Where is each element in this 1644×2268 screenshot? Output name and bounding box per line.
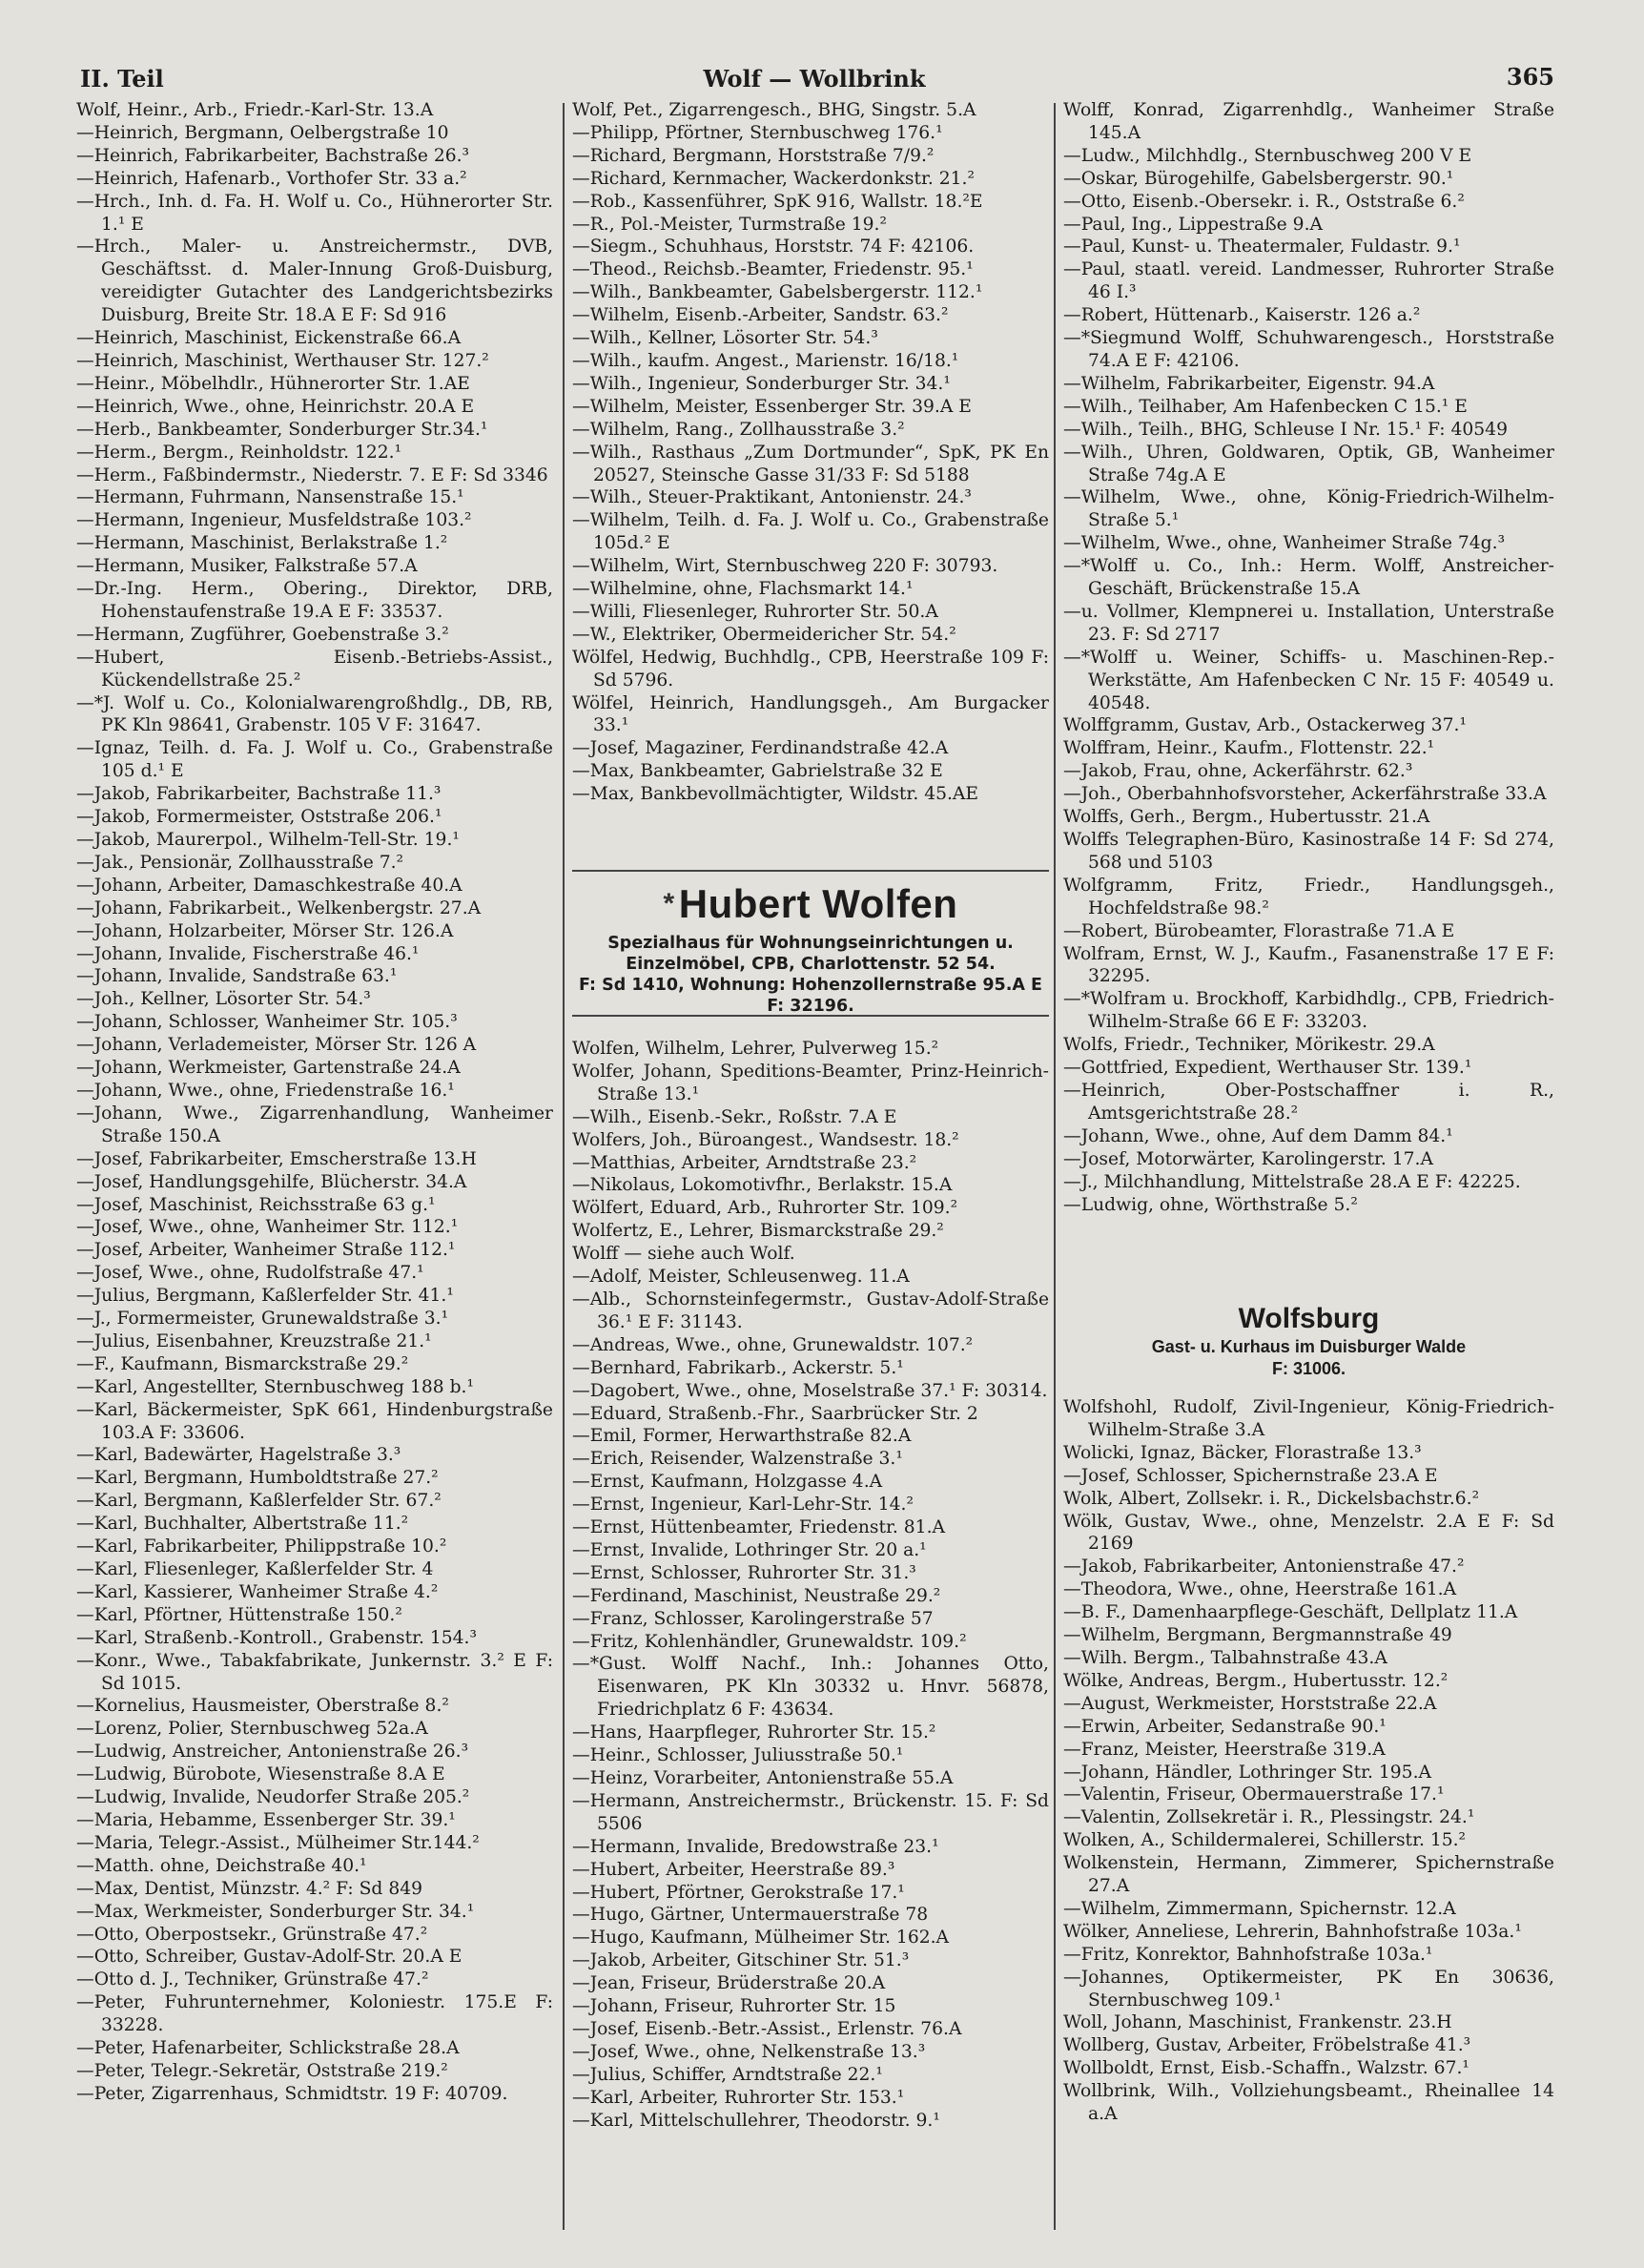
directory-entry: Wolicki, Ignaz, Bäcker, Florastraße 13.³: [1063, 1442, 1422, 1463]
page-number: 365: [1506, 63, 1554, 91]
directory-entry: —Wilhelm, Bergmann, Bergmannstraße 49: [1063, 1625, 1452, 1646]
directory-entry: —Otto, Schreiber, Gustav-Adolf-Str. 20.A E: [76, 1947, 462, 1968]
directory-entry: —Maria, Hebamme, Essenberger Str. 39.¹: [76, 1809, 456, 1830]
directory-entry: —Wilh., Uhren, Goldwaren, Optik, GB, Wanheimer Straße 74g.A E: [1063, 442, 1554, 485]
directory-entry: —Hermann, Musiker, Falkstraße 57.A: [76, 556, 418, 577]
directory-entry: —Johann, Arbeiter, Damaschkestraße 40.A: [76, 875, 462, 896]
directory-entry: Wollboldt, Ernst, Eisb.-Schaffn., Walzstr. 67.¹: [1063, 2058, 1469, 2079]
directory-entry: —Wilh., Steuer-Praktikant, Antonienstr. 24.³: [572, 487, 972, 508]
directory-entry: —Theodora, Wwe., ohne, Heerstraße 161.A: [1063, 1579, 1457, 1600]
directory-entry: —Karl, Pförtner, Hüttenstraße 150.²: [76, 1604, 402, 1625]
directory-entry: —Josef, Schlosser, Spichernstraße 23.A E: [1063, 1465, 1438, 1486]
directory-entry: —Jakob, Arbeiter, Gitschiner Str. 51.³: [572, 1950, 910, 1971]
directory-entry: Wolfertz, E., Lehrer, Bismarckstraße 29.²: [572, 1221, 944, 1242]
directory-entry: —Philipp, Pförtner, Sternbuschweg 176.¹: [572, 122, 943, 143]
advertisement-hubert-wolfen: [572, 870, 1049, 1017]
directory-entry: —Johann, Wwe., ohne, Auf dem Damm 84.¹: [1063, 1125, 1453, 1146]
directory-entry: —Jakob, Frau, ohne, Ackerfährstr. 62.³: [1063, 761, 1413, 782]
wolfsburg-subtitle: Gast- u. Kurhaus im Duisburger Walde: [1151, 1337, 1467, 1356]
directory-entry: —Nikolaus, Lokomotivfhr., Berlakstr. 15.A: [572, 1175, 953, 1196]
directory-entry: —Wilh., Teilhaber, Am Hafenbecken C 15.¹ E: [1063, 396, 1468, 417]
directory-entry: —Karl, Mittelschullehrer, Theodorstr. 9.¹: [572, 2110, 940, 2131]
directory-entry: —Hermann, Ingenieur, Musfeldstraße 103.²: [76, 510, 472, 531]
directory-entry: —Hermann, Fuhrmann, Nansenstraße 15.¹: [76, 487, 464, 508]
directory-entry: —Konr., Wwe., Tabakfabrikate, Junkernstr. 3.² E F: Sd 1015.: [76, 1650, 553, 1694]
directory-entry: —Erwin, Arbeiter, Sedanstraße 90.¹: [1063, 1716, 1387, 1737]
directory-entry: —Dagobert, Wwe., ohne, Moselstraße 37.¹ F: 30314.: [572, 1380, 1048, 1401]
directory-entry: —Hubert, Arbeiter, Heerstraße 89.³: [572, 1859, 895, 1880]
directory-entry: —Otto, Eisenb.-Obersekr. i. R., Oststraße 6.²: [1063, 191, 1465, 212]
directory-entry: —Otto d. J., Techniker, Grünstraße 47.²: [76, 1969, 429, 1990]
directory-entry: —Kornelius, Hausmeister, Oberstraße 8.²: [76, 1696, 449, 1717]
directory-entry: —Hans, Haarpfleger, Ruhrorter Str. 15.²: [572, 1722, 936, 1743]
directory-entry: —Wilhelm, Teilh. d. Fa. J. Wolf u. Co., Grabenstraße 105d.² E: [572, 510, 1049, 554]
directory-entry: —Ernst, Hüttenbeamter, Friedenstr. 81.A: [572, 1517, 946, 1538]
wolfsburg-title: Wolfsburg: [1238, 1303, 1380, 1334]
directory-entry: —Josef, Motorwärter, Karolingerstr. 17.A: [1063, 1148, 1433, 1169]
directory-entry: —Wilh., kaufm. Angest., Marienstr. 16/18.¹: [572, 350, 959, 371]
directory-entry: —Josef, Maschinist, Reichsstraße 63 g.¹: [76, 1194, 436, 1215]
directory-entry: —Johann, Invalide, Sandstraße 63.¹: [76, 966, 398, 987]
directory-entry: Wölfel, Heinrich, Handlungsgeh., Am Burgacker 33.¹: [572, 692, 1049, 736]
directory-entry: —Johann, Verlademeister, Mörser Str. 126 A: [76, 1035, 477, 1056]
directory-entry: —Hugo, Kaufmann, Mülheimer Str. 162.A: [572, 1928, 950, 1948]
directory-entry: Wolff — siehe auch Wolf.: [572, 1244, 795, 1265]
directory-column-1: [76, 99, 553, 2106]
directory-entry: —Richard, Kernmacher, Wackerdonkstr. 21.²: [572, 168, 975, 189]
directory-entry: —Ludwig, Anstreicher, Antonienstraße 26.³: [76, 1742, 469, 1763]
directory-entry: —Heinrich, Wwe., ohne, Heinrichstr. 20.A E: [76, 396, 475, 417]
directory-entry: —Wilh., Rasthaus „Zum Dortmunder“, SpK, PK En 20527, Steinsche Gasse 31/33 F: Sd 5188: [572, 442, 1049, 485]
directory-entry: —Julius, Schiffer, Arndtstraße 22.¹: [572, 2064, 883, 2085]
directory-entry: —Theod., Reichsb.-Beamter, Friedenstr. 95.¹: [572, 259, 974, 280]
directory-entry: —Max, Bankbevollmächtigter, Wildstr. 45.AE: [572, 784, 979, 805]
directory-entry: —*Wolfram u. Brockhoff, Karbidhdlg., CPB, Friedrich-Wilhelm-Straße 66 E F: 33203.: [1063, 989, 1554, 1033]
directory-entry: —F., Kaufmann, Bismarckstraße 29.²: [76, 1353, 409, 1374]
directory-entry: Wolfgramm, Fritz, Friedr., Handlungsgeh., Hochfeldstraße 98.²: [1063, 875, 1554, 918]
directory-entry: —Julius, Bergmann, Kaßlerfelder Str. 41.¹: [76, 1286, 454, 1307]
directory-entry: —Jakob, Maurerpol., Wilhelm-Tell-Str. 19.¹: [76, 830, 460, 850]
directory-entry: —Johann, Friseur, Ruhrorter Str. 15: [572, 1996, 896, 2017]
directory-entry: —Jakob, Fabrikarbeiter, Bachstraße 11.³: [76, 784, 442, 805]
directory-entry: —Josef, Wwe., ohne, Rudolfstraße 47.¹: [76, 1263, 424, 1284]
directory-entry: —Hugo, Gärtner, Untermauerstraße 78: [572, 1905, 929, 1926]
directory-entry: —Jean, Friseur, Brüderstraße 20.A: [572, 1973, 886, 1994]
directory-column-3-continued: [1063, 1396, 1554, 2126]
directory-entry: —Ernst, Invalide, Lothringer Str. 20 a.¹: [572, 1539, 927, 1560]
directory-entry: —Johann, Holzarbeiter, Mörser Str. 126.A: [76, 920, 454, 941]
directory-entry: —Ernst, Ingenieur, Karl-Lehr-Str. 14.²: [572, 1495, 914, 1515]
ad-line-2: F: Sd 1410, Wohnung: Hohenzollernstraße 95.A E F: 32196.: [579, 976, 1042, 1016]
directory-entry: —Max, Dentist, Münzstr. 4.² F: Sd 849: [76, 1878, 423, 1899]
directory-entry: —Karl, Bergmann, Kaßlerfelder Str. 67.²: [76, 1491, 442, 1512]
directory-entry: —*Siegmund Wolff, Schuhwarengesch., Horststraße 74.A E F: 42106.: [1063, 328, 1554, 371]
ad-description: [572, 933, 1049, 1017]
directory-entry: —Heinz, Vorarbeiter, Antonienstraße 55.A: [572, 1768, 954, 1788]
directory-entry: Wollberg, Gustav, Arbeiter, Fröbelstraße 41.³: [1063, 2035, 1471, 2056]
directory-entry: Wolff, Konrad, Zigarrenhdlg., Wanheimer Straße 145.A: [1063, 100, 1554, 143]
directory-entry: —Emil, Former, Herwarthstraße 82.A: [572, 1426, 912, 1447]
directory-entry: Wölfert, Eduard, Arb., Ruhrorter Str. 109.²: [572, 1198, 958, 1219]
directory-entry: Wolffram, Heinr., Kaufm., Flottenstr. 22.¹: [1063, 738, 1435, 759]
directory-entry: —Fritz, Kohlenhändler, Grunewaldstr. 109.²: [572, 1631, 967, 1652]
page-header: [74, 59, 1554, 97]
directory-entry: —Julius, Eisenbahner, Kreuzstraße 21.¹: [76, 1330, 432, 1351]
directory-entry: —Hubert, Pförtner, Gerokstraße 17.¹: [572, 1882, 905, 1903]
directory-entry: —*Gust. Wolff Nachf., Inh.: Johannes Otto, Eisenwaren, PK Kln 30332 u. Hnvr. 56878, Friedrichplatz 6 F: 43634.: [572, 1654, 1049, 1721]
directory-entry: —Max, Bankbeamter, Gabrielstraße 32 E: [572, 761, 943, 782]
directory-entry: —Jakob, Fabrikarbeiter, Antonienstraße 47.²: [1063, 1557, 1465, 1577]
directory-entry: —Herb., Bankbeamter, Sonderburger Str.34.¹: [76, 419, 488, 440]
directory-entry: —Karl, Straßenb.-Kontroll., Grabenstr. 154.³: [76, 1627, 477, 1648]
directory-entry: —Paul, staatl. vereid. Landmesser, Ruhrorter Straße 46 I.³: [1063, 259, 1554, 303]
directory-entry: —Oskar, Bürogehilfe, Gabelsbergerstr. 90.¹: [1063, 168, 1454, 189]
directory-entry: Wölfel, Hedwig, Buchhdlg., CPB, Heerstraße 109 F: Sd 5796.: [572, 647, 1049, 691]
directory-entry: —Wilh. Bergm., Talbahnstraße 43.A: [1063, 1647, 1387, 1668]
directory-entry: —Heinr., Schlosser, Juliusstraße 50.¹: [572, 1745, 904, 1766]
directory-entry: —u. Vollmer, Klempnerei u. Installation, Unterstraße 23. F: Sd 2717: [1063, 601, 1554, 645]
directory-entry: —Wilhelm, Rang., Zollhausstraße 3.²: [572, 419, 905, 440]
directory-entry: —Hermann, Invalide, Bredowstraße 23.¹: [572, 1836, 939, 1857]
directory-entry: —Erich, Reisender, Walzenstraße 3.¹: [572, 1449, 903, 1470]
advertisement-wolfsburg: [1063, 1302, 1554, 1380]
directory-entry: —Willi, Fliesenleger, Ruhrorter Str. 50.A: [572, 601, 938, 622]
ad-company-name: [572, 883, 1049, 925]
directory-entry: —Johannes, Optikermeister, PK En 30636, Sternbuschweg 109.¹: [1063, 1967, 1554, 2010]
directory-entry: —Andreas, Wwe., ohne, Grunewaldstr. 107.²: [572, 1334, 974, 1355]
directory-entry: Wolfers, Joh., Büroangest., Wandsestr. 18.²: [572, 1129, 959, 1150]
directory-entry: —Wilhelm, Eisenb.-Arbeiter, Sandstr. 63.²: [572, 305, 949, 326]
directory-entry: —Karl, Buchhalter, Albertstraße 11.²: [76, 1514, 409, 1535]
asterisk-icon: *: [663, 888, 675, 919]
ad-line-1: Spezialhaus für Wohnungseinrichtungen u. Einzelmöbel, CPB, Charlottenstr. 52 54.: [607, 934, 1014, 974]
directory-entry: —Ludwig, ohne, Wörthstraße 5.²: [1063, 1194, 1358, 1215]
directory-entry: Wolken, A., Schildermalerei, Schillerstr. 15.²: [1063, 1830, 1467, 1851]
directory-entry: —Herm., Faßbindermstr., Niederstr. 7. E F: Sd 3346: [76, 464, 548, 485]
directory-entry: —Johann, Schlosser, Wanheimer Str. 105.³: [76, 1012, 458, 1033]
directory-entry: —Ludwig, Bürobote, Wiesenstraße 8.A E: [76, 1764, 445, 1785]
directory-entry: —Max, Werkmeister, Sonderburger Str. 34.¹: [76, 1901, 475, 1922]
directory-entry: —Joh., Kellner, Lösorter Str. 54.³: [76, 989, 371, 1010]
directory-column-2: [572, 99, 1049, 806]
directory-entry: —Eduard, Straßenb.-Fhr., Saarbrücker Str. 2: [572, 1403, 978, 1424]
directory-entry: —Ludwig, Invalide, Neudorfer Straße 205.²: [76, 1787, 470, 1808]
directory-entry: —Joh., Oberbahnhofsvorsteher, Ackerfährstraße 33.A: [1063, 784, 1547, 805]
directory-entry: —Karl, Fabrikarbeiter, Philippstraße 10.²: [76, 1536, 447, 1557]
directory-entry: —W., Elektriker, Obermeidericher Str. 54.²: [572, 624, 956, 645]
directory-entry: —Karl, Arbeiter, Ruhrorter Str. 153.¹: [572, 2087, 905, 2108]
directory-entry: —Otto, Oberpostsekr., Grünstraße 47.²: [76, 1924, 428, 1945]
directory-entry: —Josef, Magaziner, Ferdinandstraße 42.A: [572, 738, 949, 759]
directory-entry: —Ernst, Schlosser, Ruhrorter Str. 31.³: [572, 1562, 916, 1583]
directory-entry: —Hrch., Inh. d. Fa. H. Wolf u. Co., Hühnerorter Str. 1.¹ E: [76, 191, 553, 235]
directory-entry: —Ferdinand, Maschinist, Neustraße 29.²: [572, 1585, 941, 1606]
directory-entry: —Heinr., Möbelhdlr., Hühnerorter Str. 1.AE: [76, 373, 470, 394]
directory-entry: —Hermann, Anstreichermstr., Brückenstr. 15. F: Sd 5506: [572, 1790, 1049, 1834]
directory-entry: —Josef, Eisenb.-Betr.-Assist., Erlenstr. 76.A: [572, 2018, 962, 2039]
directory-entry: —Wilhelmine, ohne, Flachsmarkt 14.¹: [572, 579, 914, 600]
directory-entry: —Maria, Telegr.-Assist., Mülheimer Str.144.²: [76, 1832, 480, 1853]
directory-entry: —Johann, Invalide, Fischerstraße 46.¹: [76, 943, 420, 964]
directory-entry: Wolf, Pet., Zigarrengesch., BHG, Singstr. 5.A: [572, 100, 976, 120]
directory-entry: —Peter, Fuhrunternehmer, Koloniestr. 175.E F: 33228.: [76, 1992, 553, 2036]
directory-column-2-continued: [572, 1038, 1049, 2133]
directory-entry: —R., Pol.-Meister, Turmstraße 19.²: [572, 214, 887, 235]
directory-entry: Wolk, Albert, Zollsekr. i. R., Dickelsbachstr.6.²: [1063, 1488, 1480, 1509]
directory-entry: —Franz, Schlosser, Karolingerstraße 57: [572, 1608, 934, 1629]
directory-entry: —Josef, Arbeiter, Wanheimer Straße 112.¹: [76, 1240, 456, 1261]
directory-entry: —J., Milchhandlung, Mittelstraße 28.A E F: 42225.: [1063, 1171, 1521, 1192]
directory-entry: —Paul, Ing., Lippestraße 9.A: [1063, 214, 1324, 235]
directory-entry: Wolffs, Gerh., Bergm., Hubertusstr. 21.A: [1063, 807, 1430, 828]
directory-entry: Wolkenstein, Hermann, Zimmerer, Spichernstraße 27.A: [1063, 1853, 1554, 1897]
directory-entry: —Franz, Meister, Heerstraße 319.A: [1063, 1739, 1386, 1760]
directory-entry: —Matth. ohne, Deichstraße 40.¹: [76, 1855, 367, 1876]
directory-entry: —Dr.-Ing. Herm., Obering., Direktor, DRB, Hohenstaufenstraße 19.A E F: 33537.: [76, 579, 553, 622]
ad-name-text: Hubert Wolfen: [678, 881, 958, 926]
directory-entry: —Wilhelm, Wirt, Sternbuschweg 220 F: 30793.: [572, 556, 998, 577]
directory-entry: —Gottfried, Expedient, Werthauser Str. 139.¹: [1063, 1058, 1472, 1079]
directory-entry: —Peter, Hafenarbeiter, Schlickstraße 28.A: [76, 2038, 460, 2059]
directory-entry: —Heinrich, Fabrikarbeiter, Bachstraße 26.³: [76, 145, 470, 166]
directory-entry: —Josef, Handlungsgehilfe, Blücherstr. 34.A: [76, 1171, 467, 1192]
directory-entry: —Ernst, Kaufmann, Holzgasse 4.A: [572, 1472, 883, 1493]
directory-entry: —*J. Wolf u. Co., Kolonialwarengroßhdlg., DB, RB, PK Kln 98641, Grabenstr. 105 V F: 31647.: [76, 692, 553, 736]
directory-entry: —Johann, Fabrikarbeit., Welkenbergstr. 27.A: [76, 897, 482, 918]
directory-entry: Wölke, Andreas, Bergm., Hubertusstr. 12.²: [1063, 1670, 1449, 1691]
directory-entry: —Karl, Kassierer, Wanheimer Straße 4.²: [76, 1581, 439, 1602]
directory-entry: —Wilh., Teilh., BHG, Schleuse I Nr. 15.¹ F: 40549: [1063, 419, 1508, 440]
directory-entry: —Wilhelm, Fabrikarbeiter, Eigenstr. 94.A: [1063, 373, 1435, 394]
directory-entry: —Ludw., Milchhdlg., Sternbuschweg 200 V E: [1063, 145, 1472, 166]
directory-entry: —Wilh., Ingenieur, Sonderburger Str. 34.¹: [572, 373, 951, 394]
column-rule-2: [1054, 103, 1056, 2230]
directory-entry: —Karl, Fliesenleger, Kaßlerfelder Str. 4: [76, 1559, 434, 1579]
directory-entry: Wolfer, Johann, Speditions-Beamter, Prinz-Heinrich-Straße 13.¹: [572, 1061, 1049, 1104]
directory-entry: —Peter, Zigarrenhaus, Schmidtstr. 19 F: 40709.: [76, 2083, 508, 2104]
directory-entry: —Heinrich, Ober-Postschaffner i. R., Amtsgerichtstraße 28.²: [1063, 1080, 1554, 1124]
directory-entry: —Karl, Bäckermeister, SpK 661, Hindenburgstraße 103.A F: 33606.: [76, 1399, 553, 1443]
directory-entry: —Heinrich, Bergmann, Oelbergstraße 10: [76, 122, 449, 143]
directory-entry: —Wilh., Kellner, Lösorter Str. 54.³: [572, 328, 878, 349]
directory-entry: Wolffgramm, Gustav, Arb., Ostackerweg 37.¹: [1063, 715, 1467, 736]
directory-entry: —Karl, Bergmann, Humboldtstraße 27.²: [76, 1468, 439, 1489]
directory-entry: —Ignaz, Teilh. d. Fa. J. Wolf u. Co., Grabenstraße 105 d.¹ E: [76, 738, 553, 782]
directory-entry: —Johann, Werkmeister, Gartenstraße 24.A: [76, 1058, 461, 1079]
directory-entry: Wolfen, Wilhelm, Lehrer, Pulverweg 15.²: [572, 1039, 939, 1059]
directory-entry: —B. F., Damenhaarpflege-Geschäft, Dellplatz 11.A: [1063, 1602, 1518, 1623]
directory-entry: —Paul, Kunst- u. Theatermaler, Fuldastr. 9.¹: [1063, 237, 1461, 258]
directory-entry: —Wilh., Eisenb.-Sekr., Roßstr. 7.A E: [572, 1106, 897, 1127]
directory-entry: —Hubert, Eisenb.-Betriebs-Assist., Kückendellstraße 25.²: [76, 647, 553, 691]
directory-entry: —Josef, Wwe., ohne, Wanheimer Str. 112.¹: [76, 1217, 459, 1238]
directory-entry: Wolffs Telegraphen-Büro, Kasinostraße 14 F: Sd 274, 568 und 5103: [1063, 830, 1554, 873]
directory-entry: —Robert, Hüttenarb., Kaiserstr. 126 a.²: [1063, 305, 1421, 326]
directory-entry: —Lorenz, Polier, Sternbuschweg 52a.A: [76, 1719, 428, 1740]
directory-entry: —Heinrich, Maschinist, Eickenstraße 66.A: [76, 328, 462, 349]
directory-entry: —Matthias, Arbeiter, Arndtstraße 23.²: [572, 1152, 917, 1173]
running-head: Wolf — Wollbrink: [703, 65, 926, 93]
directory-entry: —Richard, Bergmann, Horststraße 7/9.²: [572, 145, 935, 166]
directory-entry: —Wilhelm, Meister, Essenberger Str. 39.A E: [572, 396, 972, 417]
directory-entry: Wolfshohl, Rudolf, Zivil-Ingenieur, König-Friedrich-Wilhelm-Straße 3.A: [1063, 1397, 1554, 1440]
directory-entry: —Alb., Schornsteinfegermstr., Gustav-Adolf-Straße 36.¹ E F: 31143.: [572, 1289, 1049, 1332]
directory-entry: —J., Formermeister, Grunewaldstraße 3.¹: [76, 1309, 449, 1330]
directory-entry: —Jakob, Formermeister, Oststraße 206.¹: [76, 807, 442, 828]
directory-entry: —Wilhelm, Wwe., ohne, König-Friedrich-Wilhelm-Straße 5.¹: [1063, 487, 1554, 531]
directory-entry: Woll, Johann, Maschinist, Frankenstr. 23.H: [1063, 2012, 1452, 2033]
directory-entry: —Karl, Angestellter, Sternbuschweg 188 b.¹: [76, 1376, 474, 1397]
directory-entry: —Heinrich, Maschinist, Werthauser Str. 127.²: [76, 350, 489, 371]
directory-entry: Wölk, Gustav, Wwe., ohne, Menzelstr. 2.A E F: Sd 2169: [1063, 1511, 1554, 1555]
directory-entry: —August, Werkmeister, Horststraße 22.A: [1063, 1693, 1437, 1714]
column-rule-1: [563, 103, 565, 2230]
directory-entry: —Johann, Händler, Lothringer Str. 195.A: [1063, 1762, 1432, 1783]
directory-entry: —*Wolff u. Co., Inh.: Herm. Wolff, Anstreicher-Geschäft, Brückenstraße 15.A: [1063, 556, 1554, 600]
directory-entry: —Hrch., Maler- u. Anstreichermstr., DVB, Geschäftsst. d. Maler-Innung Groß-Duisburg, vereidigter Gutachter des Landgerichtsbezirks Duisburg, Breite Str. 18.A E F: Sd 916: [76, 237, 553, 326]
directory-entry: —Jak., Pensionär, Zollhausstraße 7.²: [76, 852, 404, 873]
directory-entry: —Hermann, Zugführer, Goebenstraße 3.²: [76, 624, 449, 645]
directory-entry: Wolfs, Friedr., Techniker, Mörikestr. 29.A: [1063, 1035, 1435, 1056]
part-label: II. Teil: [80, 65, 164, 93]
directory-entry: —Herm., Bergm., Reinholdstr. 122.¹: [76, 442, 402, 463]
directory-entry: —Wilhelm, Wwe., ohne, Wanheimer Straße 74g.³: [1063, 533, 1506, 554]
directory-entry: —Peter, Telegr.-Sekretär, Oststraße 219.²: [76, 2060, 448, 2081]
directory-entry: Wolf, Heinr., Arb., Friedr.-Karl-Str. 13.A: [76, 100, 434, 120]
directory-entry: —Rob., Kassenführer, SpK 916, Wallstr. 18.²E: [572, 191, 983, 212]
directory-entry: —*Wolff u. Weiner, Schiffs- u. Maschinen-Rep.-Werkstätte, Am Hafenbecken C Nr. 15 F: 40549 u. 40548.: [1063, 647, 1554, 713]
directory-entry: Wollbrink, Wilh., Vollziehungsbeamt., Rheinallee 14 a.A: [1063, 2081, 1554, 2125]
directory-entry: Wölker, Anneliese, Lehrerin, Bahnhofstraße 103a.¹: [1063, 1921, 1522, 1942]
directory-entry: —Johann, Wwe., Zigarrenhandlung, Wanheimer Straße 150.A: [76, 1103, 553, 1146]
directory-entry: —Heinrich, Hafenarb., Vorthofer Str. 33 a.²: [76, 168, 467, 189]
directory-column-3: [1063, 99, 1554, 1216]
directory-entry: Wolfram, Ernst, W. J., Kaufm., Fasanenstraße 17 E F: 32295.: [1063, 943, 1554, 987]
directory-entry: —Karl, Badewärter, Hagelstraße 3.³: [76, 1445, 401, 1466]
directory-entry: —Fritz, Konrektor, Bahnhofstraße 103a.¹: [1063, 1944, 1433, 1965]
directory-entry: —Johann, Wwe., ohne, Friedenstraße 16.¹: [76, 1080, 455, 1101]
directory-entry: —Wilhelm, Zimmermann, Spichernstr. 12.A: [1063, 1898, 1456, 1919]
directory-entry: —Valentin, Zollsekretär i. R., Plessingstr. 24.¹: [1063, 1807, 1475, 1828]
directory-entry: —Josef, Wwe., ohne, Nelkenstraße 13.³: [572, 2041, 926, 2062]
directory-entry: —Hermann, Maschinist, Berlakstraße 1.²: [76, 533, 448, 554]
directory-entry: —Robert, Bürobeamter, Florastraße 71.A E: [1063, 920, 1455, 941]
directory-entry: —Adolf, Meister, Schleusenweg. 11.A: [572, 1267, 910, 1288]
wolfsburg-phone: F: 31006.: [1271, 1359, 1346, 1378]
directory-entry: —Josef, Fabrikarbeiter, Emscherstraße 13.H: [76, 1148, 477, 1169]
directory-entry: —Siegm., Schuhhaus, Horststr. 74 F: 42106.: [572, 237, 975, 258]
directory-entry: —Wilh., Bankbeamter, Gabelsbergerstr. 112.¹: [572, 282, 983, 303]
directory-entry: —Valentin, Friseur, Obermauerstraße 17.¹: [1063, 1784, 1445, 1805]
directory-entry: —Bernhard, Fabrikarb., Ackerstr. 5.¹: [572, 1357, 904, 1378]
